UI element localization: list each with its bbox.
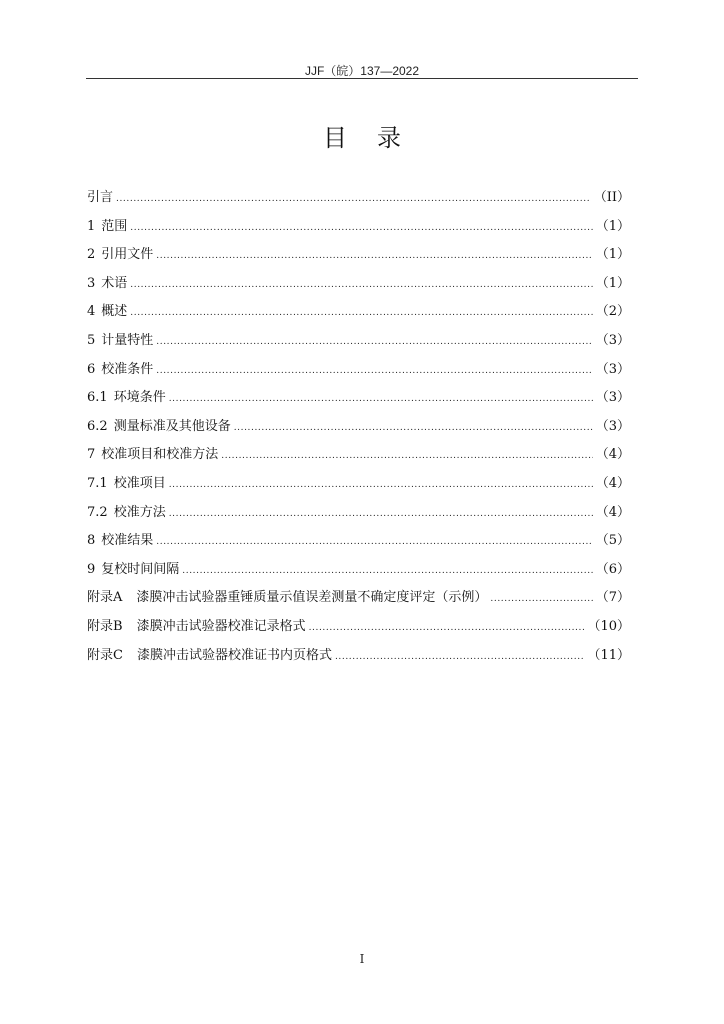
- toc-entry[interactable]: [87, 415, 630, 444]
- toc-entry-label: 环境条件: [113, 390, 166, 406]
- toc-entry-page: （4）: [595, 475, 630, 491]
- toc-entry-label: 引用文件: [101, 247, 154, 263]
- toc-entry-number: 5: [87, 332, 96, 348]
- toc-entry-label: 校准项目: [113, 475, 166, 491]
- toc-entry-page: （1）: [595, 275, 630, 291]
- toc-entry-page: （4）: [595, 504, 630, 520]
- toc-entry[interactable]: [87, 501, 630, 530]
- toc-dot-leader: [156, 337, 592, 347]
- toc-dot-leader: [116, 194, 591, 204]
- toc-entry-page: （6）: [595, 561, 630, 577]
- page-title: 目录: [323, 124, 431, 152]
- toc-entry[interactable]: [87, 386, 630, 415]
- toc-dot-leader: [130, 280, 592, 290]
- toc-entry-number: 附录A: [87, 590, 123, 606]
- toc-entry-label: 校准方法: [113, 504, 166, 520]
- toc-dot-leader: [221, 451, 592, 461]
- toc-entry-number: 6.2: [87, 418, 108, 434]
- toc-entry-number: 附录B: [87, 618, 123, 634]
- toc-entry-number: 6.1: [87, 390, 108, 406]
- page-number: I: [359, 952, 365, 966]
- toc-entry-label: 复校时间间隔: [101, 561, 180, 577]
- toc-entry-number: 7: [87, 447, 96, 463]
- toc-entry-page: （3）: [595, 361, 630, 377]
- toc-entry-label: 计量特性: [101, 332, 154, 348]
- running-header: JJF（皖）137—2022: [304, 64, 420, 78]
- toc-entry[interactable]: [87, 272, 630, 301]
- toc-dot-leader: [169, 480, 593, 490]
- header-rule: [86, 78, 638, 79]
- toc-entry-page: （2）: [595, 304, 630, 320]
- toc-dot-leader: [156, 366, 592, 376]
- toc-entry-page: （1）: [595, 247, 630, 263]
- toc-dot-leader: [169, 509, 593, 519]
- toc-entry[interactable]: [87, 243, 630, 272]
- toc-dot-leader: [156, 537, 592, 547]
- toc-entry[interactable]: [87, 644, 630, 673]
- toc-entry-number: 3: [87, 275, 96, 291]
- toc-dot-leader: [130, 308, 592, 318]
- toc-entry-page: （5）: [595, 533, 630, 549]
- toc-entry-page: （3）: [595, 418, 630, 434]
- toc-entry-number: 8: [87, 533, 96, 549]
- toc-entry-page: （10）: [587, 618, 630, 634]
- toc-entry-label: 引言: [87, 190, 114, 205]
- toc-entry[interactable]: [87, 615, 630, 644]
- table-of-contents: [87, 186, 630, 672]
- toc-entry-label: 概述: [101, 304, 128, 320]
- toc-entry[interactable]: [87, 529, 630, 558]
- toc-entry-number: 7.2: [87, 504, 108, 520]
- toc-entry-number: 7.1: [87, 475, 108, 491]
- toc-entry-label: 校准条件: [101, 361, 154, 377]
- toc-entry-page: （3）: [595, 390, 630, 406]
- toc-dot-leader: [309, 623, 585, 633]
- toc-entry-number: 2: [87, 247, 96, 263]
- toc-dot-leader: [490, 594, 592, 604]
- toc-entry-label: 范围: [101, 218, 128, 234]
- toc-entry[interactable]: [87, 358, 630, 387]
- toc-entry-label: 校准结果: [101, 533, 154, 549]
- toc-entry-label: 校准项目和校准方法: [101, 447, 219, 463]
- toc-dot-leader: [234, 423, 593, 433]
- toc-entry-label: 漆膜冲击试验器校准证书内页格式: [136, 647, 332, 663]
- toc-entry-label: 测量标准及其他设备: [113, 418, 231, 434]
- toc-entry-page: （3）: [595, 332, 630, 348]
- toc-entry[interactable]: [87, 443, 630, 472]
- toc-entry[interactable]: [87, 186, 630, 215]
- toc-entry-number: 1: [87, 218, 96, 234]
- toc-entry-label: 漆膜冲击试验器校准记录格式: [136, 618, 306, 634]
- toc-entry-number: 9: [87, 561, 96, 577]
- toc-entry-page: （4）: [595, 447, 630, 463]
- toc-dot-leader: [156, 251, 592, 261]
- toc-entry[interactable]: [87, 300, 630, 329]
- toc-entry-number: 4: [87, 304, 96, 320]
- toc-entry-page: （II）: [593, 190, 630, 205]
- toc-entry-page: （11）: [587, 647, 630, 663]
- toc-dot-leader: [169, 394, 593, 404]
- toc-entry-label: 漆膜冲击试验器重锤质量示值误差测量不确定度评定（示例）: [136, 590, 488, 606]
- toc-dot-leader: [335, 652, 584, 662]
- toc-entry-page: （1）: [595, 218, 630, 234]
- toc-entry[interactable]: [87, 215, 630, 244]
- toc-entry-number: 6: [87, 361, 96, 377]
- toc-entry-label: 术语: [101, 275, 128, 291]
- toc-entry[interactable]: [87, 329, 630, 358]
- toc-entry-page: （7）: [595, 590, 630, 606]
- toc-dot-leader: [130, 223, 592, 233]
- toc-dot-leader: [182, 566, 592, 576]
- toc-entry[interactable]: [87, 472, 630, 501]
- toc-entry[interactable]: [87, 558, 630, 587]
- toc-entry[interactable]: [87, 586, 630, 615]
- toc-entry-number: 附录C: [87, 647, 123, 663]
